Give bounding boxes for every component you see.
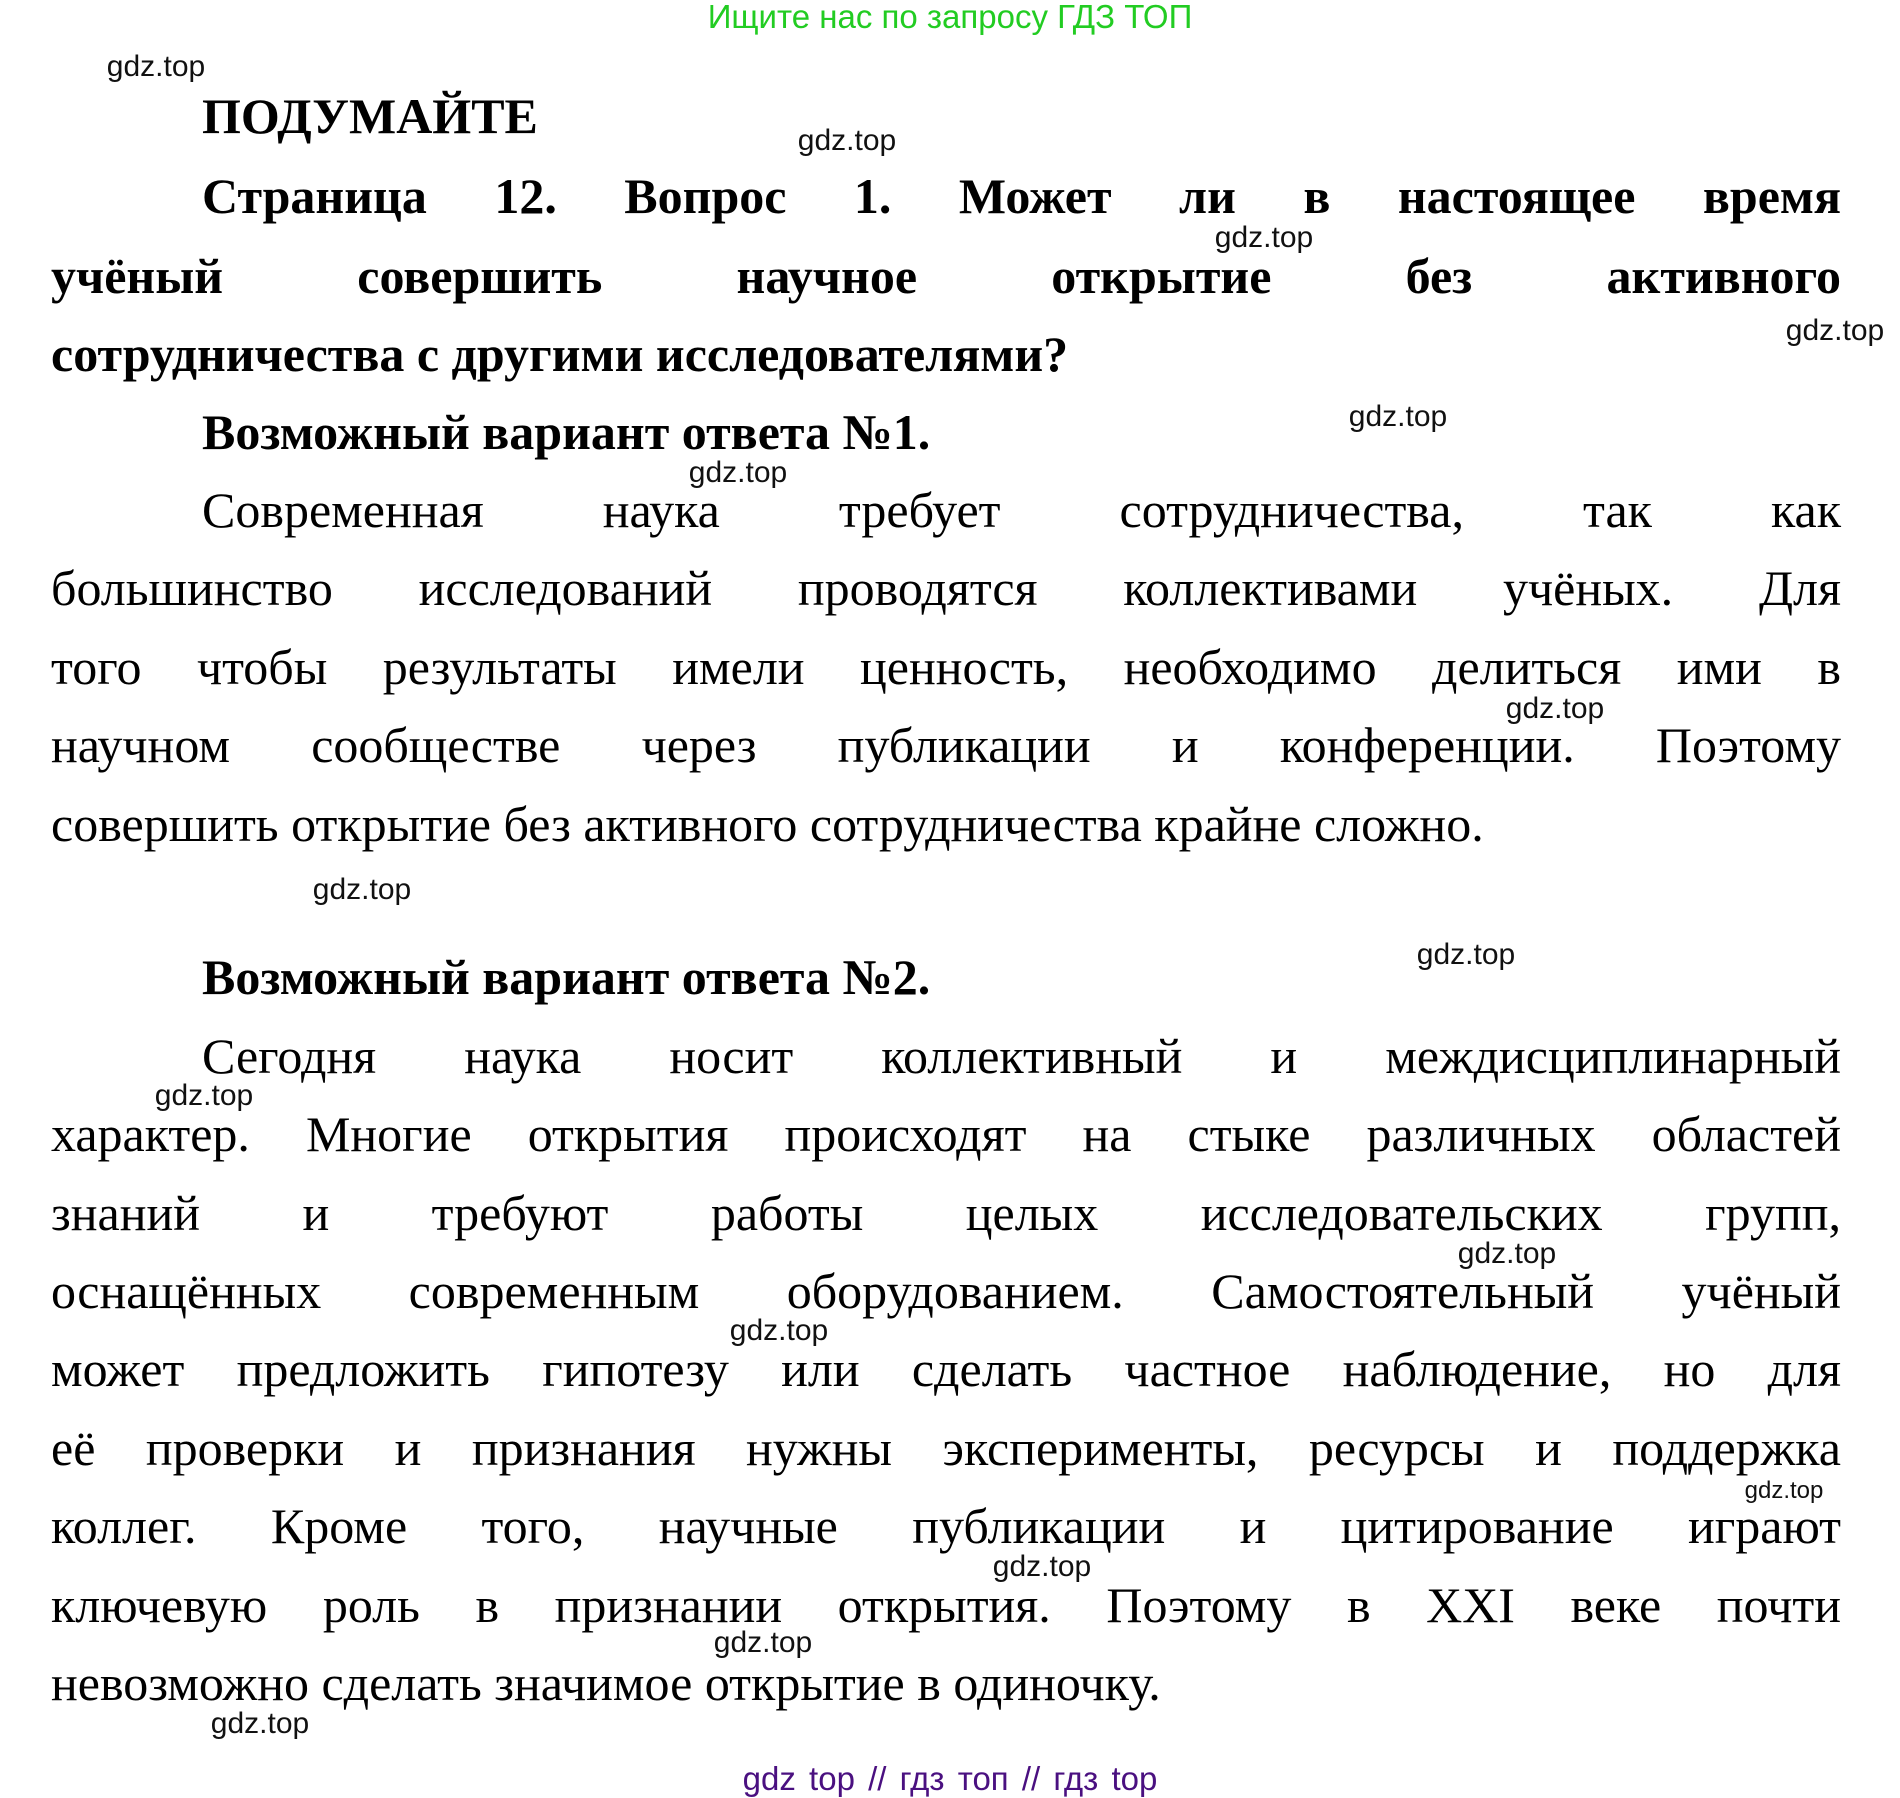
answer-2-line: ключевую роль в признании открытия. Поэтому в XXI веке почти <box>51 1577 1841 1633</box>
answer-1-line: совершить открытие без активного сотрудничества крайне сложно. <box>51 796 1484 852</box>
answer-1-line: Современная наука требует сотрудничества, так как <box>202 482 1841 538</box>
answer-1-line: того чтобы результаты имели ценность, необходимо делиться ими в <box>51 639 1841 695</box>
search-hint-banner: Ищите нас по запросу ГДЗ ТОП <box>707 0 1193 35</box>
watermark-text: gdz.top <box>106 50 206 83</box>
answer-2-title: Возможный вариант ответа №2. <box>202 949 931 1005</box>
answer-1-title: Возможный вариант ответа №1. <box>202 404 931 460</box>
watermark-text: gdz.top <box>1416 938 1516 971</box>
watermark-text: gdz.top <box>1744 1477 1824 1504</box>
watermark-text: gdz.top <box>688 456 788 489</box>
watermark-text: gdz.top <box>713 1626 813 1659</box>
watermark-text: gdz.top <box>1785 314 1885 347</box>
footer-banner: gdz top // гдз топ // гдз top <box>742 1760 1158 1797</box>
question-line: сотрудничества с другими исследователями? <box>51 326 1069 382</box>
answer-2-line: коллег. Кроме того, научные публикации и цитирование играют <box>51 1498 1841 1554</box>
watermark-text: gdz.top <box>729 1314 829 1347</box>
watermark-text: gdz.top <box>1214 221 1314 254</box>
section-heading: ПОДУМАЙТЕ <box>202 88 538 144</box>
answer-1-line: большинство исследований проводятся коллективами учёных. Для <box>51 560 1841 616</box>
watermark-text: gdz.top <box>154 1079 254 1112</box>
question-line: Страница 12. Вопрос 1. Может ли в настоящее время <box>202 168 1841 224</box>
answer-2-line: её проверки и признания нужны эксперименты, ресурсы и поддержка <box>51 1420 1841 1476</box>
answer-2-line: оснащённых современным оборудованием. Самостоятельный учёный <box>51 1263 1841 1319</box>
answer-1-line: научном сообществе через публикации и конференции. Поэтому <box>51 717 1841 773</box>
watermark-text: gdz.top <box>312 873 412 906</box>
watermark-text: gdz.top <box>1457 1237 1557 1270</box>
answer-2-line: Сегодня наука носит коллективный и междисциплинарный <box>202 1028 1841 1084</box>
answer-2-line: характер. Многие открытия происходят на стыке различных областей <box>51 1106 1841 1162</box>
watermark-text: gdz.top <box>797 124 897 157</box>
watermark-text: gdz.top <box>210 1707 310 1740</box>
watermark-text: gdz.top <box>992 1550 1092 1583</box>
answer-2-line: знаний и требуют работы целых исследовательских групп, <box>51 1185 1841 1241</box>
watermark-text: gdz.top <box>1505 692 1605 725</box>
question-line: учёный совершить научное открытие без активного <box>51 248 1841 304</box>
answer-2-line: может предложить гипотезу или сделать частное наблюдение, но для <box>51 1341 1841 1397</box>
answer-2-line: невозможно сделать значимое открытие в одиночку. <box>51 1655 1161 1711</box>
watermark-text: gdz.top <box>1348 400 1448 433</box>
